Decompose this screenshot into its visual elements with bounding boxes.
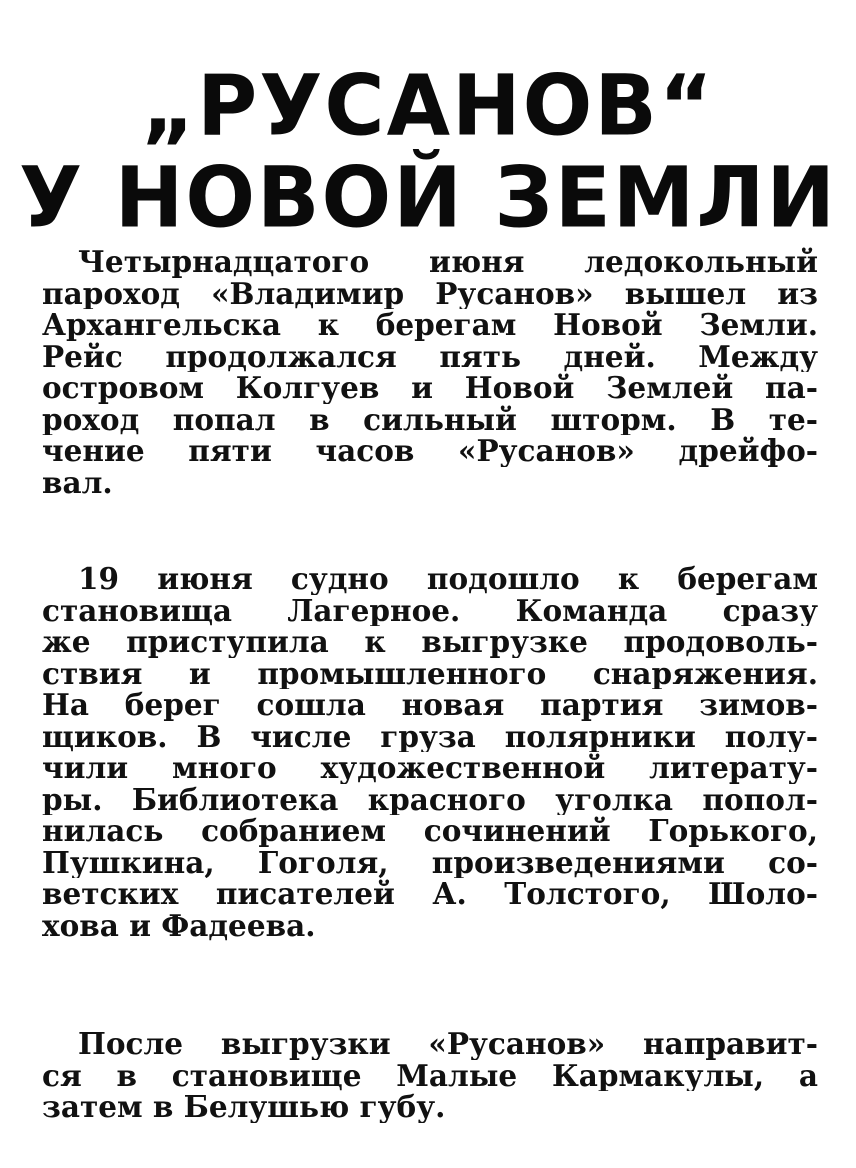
text-line: чение пяти часов «Русанов» дрейфо-: [42, 435, 818, 467]
text-line: После выгрузки «Русанов» направит-: [78, 1028, 818, 1060]
text-line: хова и Фадеева.: [42, 909, 316, 941]
text-line: чили много художественной литерату-: [42, 752, 818, 784]
text-line: Четырнадцатого июня ледокольный: [78, 246, 818, 278]
text-line: щиков. В числе груза полярники полу-: [42, 720, 818, 752]
paragraph-2: [42, 563, 818, 941]
text-line: ветских писателей А. Толстого, Шоло-: [42, 878, 818, 910]
text-line: вал.: [42, 466, 113, 498]
text-line: нилась собранием сочинений Горького,: [42, 815, 818, 847]
headline-line-1: „РУСАНОВ“: [141, 58, 715, 155]
text-line: же приступила к выгрузке продоволь-: [42, 626, 818, 658]
text-line: затем в Белушью губу.: [42, 1091, 446, 1123]
text-line: становища Лагерное. Команда сразу: [42, 594, 818, 626]
paragraph-3: [42, 1028, 818, 1123]
text-line: Архангельска к берегам Новой Земли.: [42, 309, 818, 341]
text-line: островом Колгуев и Новой Землей па-: [42, 372, 818, 404]
headline-line-2: У НОВОЙ ЗЕМЛИ: [18, 150, 838, 247]
text-line: Пушкина, Гоголя, произведениями со-: [42, 846, 818, 878]
text-line: 19 июня судно подошло к берегам: [78, 563, 818, 595]
text-line: ся в становище Малые Кармакулы, а: [42, 1059, 818, 1091]
text-line: ствия и промышленного снаряжения.: [42, 657, 818, 689]
text-line: Рейс продолжался пять дней. Между: [42, 340, 818, 372]
text-line: роход попал в сильный шторм. В те-: [42, 403, 818, 435]
paragraph-1: [42, 246, 818, 498]
text-line: пароход «Владимир Русанов» вышел из: [42, 277, 818, 309]
text-line: На берег сошла новая партия зимов-: [42, 689, 818, 721]
text-line: ры. Библиотека красного уголка попол-: [42, 783, 818, 815]
